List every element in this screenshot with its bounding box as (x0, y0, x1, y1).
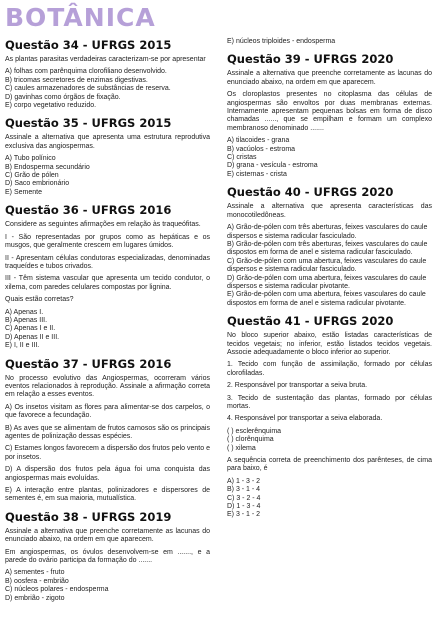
question-block (227, 314, 432, 520)
answer-options (227, 137, 432, 179)
question-text: B) As aves que se alimentam de frutos carnosos são os principais agentes de polinização dessas espécies. (5, 424, 210, 440)
answer-options (227, 478, 432, 520)
answer-option: A) Grão-de-pólen com três aberturas, feixes vasculares do caule dispersos e sistema radicular fasciculado. (227, 224, 428, 240)
question-block (5, 116, 210, 197)
answer-option: D) 1 - 3 - 4 (227, 503, 261, 511)
question-text: A sequência correta de preenchimento dos parênteses, de cima para baixo, é (227, 457, 432, 473)
question-text: D) A dispersão dos frutos pela água foi uma conquista das angiospermas mais evoluídas. (5, 466, 210, 482)
answer-option: B) tricomas secretores de enzimas digestivas. (5, 76, 148, 84)
question-text: Em angiospermas, os óvulos desenvolvem-se em ......., e a parede do ovário participa da formação do ....... (5, 548, 210, 565)
question-block (5, 203, 210, 350)
answer-option: C) Grão-de-pólen com uma abertura, feixes vasculares do caule dispersos e sistema radicular fasciculado. (227, 257, 427, 274)
answer-option: D) gavinhas como órgãos de fixação. (5, 93, 121, 101)
question-text: II - Apresentam células condutoras especializadas, denominadas traqueídes e tubos crivados. (5, 254, 210, 270)
question-text: III - Têm sistema vascular que apresenta um tecido condutor, o xilema, com paredes celulares compostas por lignina. (5, 275, 210, 291)
question-block (227, 38, 432, 46)
answer-option: C) caules armazenadores de substâncias de reserva. (5, 85, 171, 93)
left-column (5, 38, 210, 609)
question-header: Questão 35 - UFRGS 2015 (5, 116, 172, 131)
page-title: BOTÂNICA (5, 3, 156, 32)
answer-options (227, 38, 432, 46)
answer-option: C) núcleos polares - endosperma (5, 586, 109, 594)
question-text: Assinale a alternativa que apresenta características das monocotiledôneas. (227, 203, 432, 219)
answer-options (5, 155, 210, 197)
question-block (5, 38, 210, 110)
answer-option: C) 3 - 2 - 4 (227, 494, 261, 502)
answer-option: E) 3 - 1 - 2 (227, 511, 261, 519)
question-header: Questão 39 - UFRGS 2020 (227, 52, 394, 67)
answer-option: A) Apenas I. (5, 308, 44, 316)
answer-option: D) Grão-de-pólen com uma abertura, feixes vasculares do caule dispersos e sistema radicular pivotante. (227, 274, 427, 290)
question-header: Questão 37 - UFRGS 2016 (5, 356, 172, 371)
question-text: As plantas parasitas verdadeiras caracterizam-se por apresentar (5, 56, 206, 63)
answer-option: B) Grão-de-pólen com três aberturas, feixes vasculares do caule dispostos em forma de anel e sistema radicular fasciculado. (227, 240, 428, 257)
question-text: A) Os insetos visitam as flores para alimentar-se dos carpelos, o que favorece a fecundação. (5, 403, 210, 420)
question-text: Quais estão corretas? (5, 296, 74, 304)
answer-option: A) tilacoides - grana (227, 137, 290, 145)
answer-option: D) embrião - zigoto (5, 594, 65, 602)
question-text: 3. Tecido de sustentação das plantas, formado por células mortas. (227, 394, 432, 410)
question-text: C) Estames longos favorecem a dispersão dos frutos pelo vento e por insetos. (5, 445, 210, 461)
answer-option: B) Apenas III. (5, 316, 48, 324)
question-header: Questão 36 - UFRGS 2016 (5, 203, 172, 218)
question-text: Assinale a alternativa que preenche corretamente as lacunas do enunciado abaixo, na ordem em que aparecem. (227, 70, 432, 86)
question-text: Os cloroplastos presentes no citoplasma das células de angiospermas são envoltos por duas membranas externas. Internamente apresentam pequenas bolsas em forma de disco chamadas ......, que se empilham e formam um complexo membranoso denominado ....... (227, 91, 432, 132)
answer-option: D) Apenas II e III. (5, 333, 60, 341)
question-header: Questão 41 - UFRGS 2020 (227, 314, 394, 329)
answer-option: E) núcleos triploides - endosperma (227, 38, 336, 45)
answer-option: B) oosfera - embrião (5, 577, 69, 585)
question-block (227, 52, 432, 179)
question-text: Considere as seguintes afirmações em relação às traqueófitas. (5, 221, 201, 229)
answer-option: E) cisternas - crista (227, 170, 287, 178)
answer-option: B) vacúolos - estroma (227, 145, 296, 153)
question-text: E) A interação entre plantas, polinizadores e dispersores de sementes é, em sua maioria, mutualística. (5, 487, 210, 503)
answer-option: A) Tubo polínico (5, 155, 56, 163)
answer-options (5, 309, 210, 351)
question-text: No bloco superior abaixo, estão listadas características de tecidos vegetais; no inferior, estão listados tecidos vegetais. Associe adequadamente o bloco inferior ao superior. (227, 332, 432, 356)
right-column (227, 38, 432, 526)
answer-option: B) Endosperma secundário (5, 163, 90, 171)
answer-option: E) I, II e III. (5, 342, 40, 350)
question-block (227, 185, 432, 308)
question-text: ( ) esclerênquima ( ) clorênquima ( ) xilema (227, 427, 282, 452)
question-header: Questão 34 - UFRGS 2015 (5, 38, 172, 52)
question-block (5, 510, 210, 603)
answer-option: E) Semente (5, 188, 42, 196)
question-text: 1. Tecido com função de assimilação, formado por células clorofiladas. (227, 361, 432, 377)
answer-options (227, 224, 432, 308)
question-header: Questão 38 - UFRGS 2019 (5, 509, 172, 524)
question-text: 4. Responsável por transportar a seiva elaborada. (227, 415, 383, 423)
answer-option: A) folhas com parênquima clorofiliano desenvolvido. (5, 68, 167, 76)
answer-option: D) Saco embrionário (5, 180, 70, 188)
question-text: Assinale a alternativa que preenche corretamente as lacunas do enunciado abaixo, na ordem em que aparecem. (5, 527, 210, 544)
question-text: 2. Responsável por transportar a seiva bruta. (227, 382, 368, 390)
answer-option: E) Grão-de-pólen com uma abertura, feixes vasculares do caule dispostos em forma de anel e sistema radicular pivotante. (227, 291, 426, 307)
answer-option: E) corpo vegetativo reduzido. (5, 102, 97, 110)
question-text: I - São representadas por grupos como as hepáticas e os musgos, que geralmente crescem em lugares úmidos. (5, 233, 210, 250)
answer-option: D) grana - vesícula - estroma (227, 162, 318, 170)
question-text: No processo evolutivo das Angiospermas, ocorreram vários eventos relacionados à reprodução. Assinale a afirmação correta em relação a esses eventos. (5, 374, 210, 399)
answer-option: B) 3 - 1 - 4 (227, 486, 261, 494)
answer-option: A) sementes - fruto (5, 569, 65, 577)
question-text: Assinale a alternativa que apresenta uma estrutura reprodutiva exclusiva das angiospermas. (5, 134, 210, 150)
answer-options (5, 68, 210, 110)
answer-option: C) Grão de pólen (5, 172, 59, 180)
question-block (5, 357, 210, 504)
answer-option: C) Apenas I e II. (5, 325, 56, 333)
question-header: Questão 40 - UFRGS 2020 (227, 185, 394, 200)
answer-option: C) cristas (227, 154, 257, 162)
answer-option: A) 1 - 3 - 2 (227, 477, 261, 485)
answer-options (5, 569, 210, 603)
